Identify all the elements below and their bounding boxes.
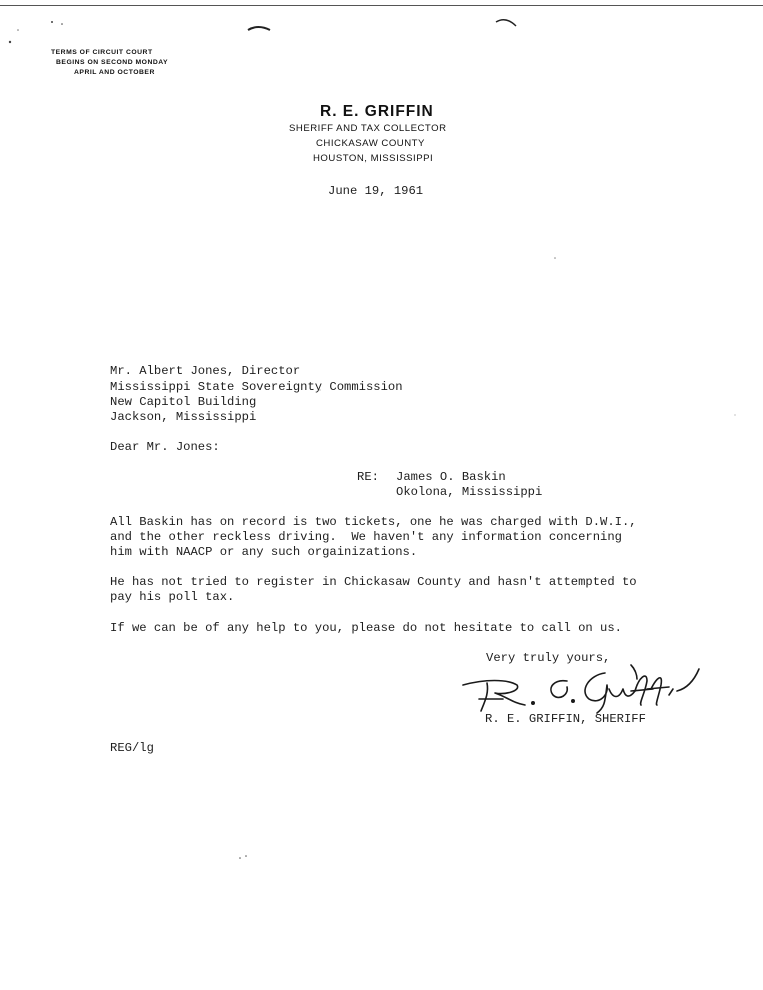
sheriff-name: R. E. GRIFFIN <box>320 103 434 120</box>
address-line: Jackson, Mississippi <box>110 410 257 424</box>
county-name: CHICKASAW COUNTY <box>316 138 425 149</box>
typist-initials: REG/lg <box>110 741 154 755</box>
closing: Very truly yours, <box>486 651 611 665</box>
address-line: New Capitol Building <box>110 395 257 409</box>
body-paragraph-3: If we can be of any help to you, please do not hesitate to call on us. <box>110 621 622 635</box>
address-line: Mississippi State Sovereignty Commission <box>110 380 403 394</box>
court-terms-line: BEGINS ON SECOND MONDAY <box>56 59 169 66</box>
body-line: All Baskin has on record is two tickets, one he was charged with D.W.I., <box>110 515 637 529</box>
handwritten-signature <box>455 655 705 715</box>
signer-name: R. E. GRIFFIN, SHERIFF <box>485 712 646 726</box>
re-place: Okolona, Mississippi <box>396 485 543 499</box>
city-name: HOUSTON, MISSISSIPPI <box>313 153 434 164</box>
sheriff-title: SHERIFF AND TAX COLLECTOR <box>289 123 447 134</box>
re-label: RE: <box>357 470 379 484</box>
body-line: and the other reckless driving. We haven't any information concerning <box>110 530 622 544</box>
letter-date: June 19, 1961 <box>328 184 424 198</box>
salutation: Dear Mr. Jones: <box>110 440 220 454</box>
court-terms-line: TERMS OF CIRCUIT COURT <box>51 49 153 56</box>
body-line: He has not tried to register in Chickasaw County and hasn't attempted to <box>110 575 637 589</box>
body-line: pay his poll tax. <box>110 590 235 604</box>
re-name: James O. Baskin <box>396 470 506 484</box>
court-terms-line: APRIL AND OCTOBER <box>74 69 155 76</box>
address-line: Mr. Albert Jones, Director <box>110 364 301 378</box>
body-line: him with NAACP or any such orgainizations. <box>110 545 418 559</box>
